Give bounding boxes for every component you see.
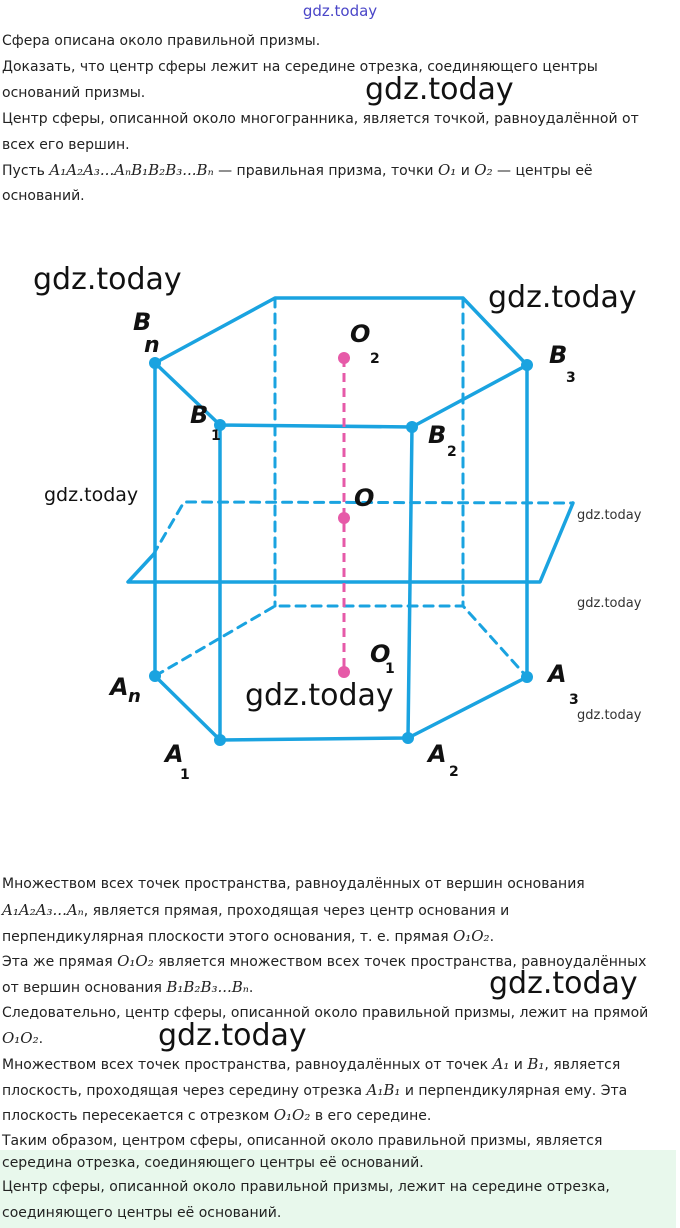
task-question: Доказать, что центр сферы лежит на середине отрезка, соединяющего центры [2,59,598,75]
label-bn-sub: n [144,333,160,358]
proof-line-11: Таким образом, центром сферы, описанной около правильной призмы, является [2,1133,603,1149]
site-watermark-top: gdz.today [302,2,378,20]
vertex-a2 [402,732,414,744]
label-o1-sub: 1 [385,661,395,677]
proof-line-4-text: является множеством всех точек пространства, равноудалённых [153,954,647,970]
point-o-dot [338,512,350,524]
hidden-bottom-base [155,606,527,677]
answer-highlight [0,1176,676,1228]
vertex-a3 [521,671,533,683]
given-and: и [456,163,475,179]
proof-line-1: Множеством всех точек пространства, равноудалённых от вершин основания [2,876,585,892]
proof-line-10-end: в его середине. [310,1108,432,1124]
label-a1-sub: 1 [180,767,190,783]
given-text [2,157,674,184]
label-b1-sub: 1 [211,428,221,444]
task-statement: Сфера описана около правильной призмы. [2,33,321,49]
watermark: gdz.today [577,508,642,523]
line-o1o2: O₁O₂ [117,952,154,970]
answer-line-1: Центр сферы, описанной около правильной призмы, лежит на середине отрезка, [2,1179,610,1195]
proof-line-9 [2,1077,674,1104]
proof-line-9-end: и перпендикулярная ему. Эта [400,1083,628,1099]
base-b-notation: B₁B₂B₃...Bₙ [166,978,249,996]
point-o1: O₁ [437,161,457,179]
label-b2-sub: 2 [447,444,457,460]
proof-line-5-end: . [248,980,254,996]
section-plane-solid [128,503,573,582]
label-b3-sub: 3 [566,370,576,386]
vertex-b2 [406,421,418,433]
watermark: gdz.today [577,596,642,611]
line-o1o2: O₁O₂ [452,927,490,945]
vertex-an [149,670,161,682]
given-prefix: Пусть [2,163,50,179]
point-o2-dot [338,352,350,364]
prism-edges [128,298,573,740]
label-bn: B [133,308,152,336]
watermark: gdz.today [488,280,637,315]
vertex-a1 [214,734,226,746]
definition-text-cont: всех его вершин. [2,137,130,153]
proof-line-3-text: перпендикулярная плоскости этого основания, т. е. прямая [2,929,453,945]
proof-line-8-text: Множеством всех точек пространства, равноудалённых от точек [2,1057,493,1073]
label-b2: B [428,421,447,449]
proof-line-7-end: . [38,1031,44,1047]
watermark: gdz.today [44,484,139,506]
label-a2: A [428,740,447,768]
watermark: gdz.today [33,262,182,297]
label-a3-sub: 3 [569,692,579,708]
label-a3: A [548,660,567,688]
given-suffix: — центры её [492,163,593,179]
label-a2-sub: 2 [449,764,459,780]
definition-text: Центр сферы, описанной около многогранника, является точкой, равноудалённой от [2,111,639,127]
watermark: gdz.today [365,72,514,107]
given-text-cont: оснований. [2,188,85,204]
watermark: gdz.today [577,708,642,723]
point-a1: A₁ [492,1055,510,1073]
proof-line-2-text: , является прямая, проходящая через центр основания и [83,903,510,919]
proof-line-4-prefix: Эта же прямая [2,954,118,970]
proof-line-6: Следовательно, центр сферы, описанной около правильной призмы, лежит на прямой [2,1005,649,1021]
proof-line-3-end: . [489,929,495,945]
base-a-notation: A₁A₂A₃...Aₙ [2,901,84,919]
label-a1: A [165,740,184,768]
vertex-bn [149,357,161,369]
proof-line-8-and: и [509,1057,528,1073]
proof-line-10 [2,1102,674,1129]
proof-line-2 [2,897,674,924]
label-an: A [110,673,129,701]
prism-diagram [0,230,680,830]
segment-o1o2: O₁O₂ [273,1106,311,1124]
proof-line-3 [2,923,674,950]
proof-line-10-text: плоскость пересекается с отрезком [2,1108,274,1124]
label-o2: O [350,320,371,348]
proof-line-9-text: плоскость, проходящая через середину отрезка [2,1083,367,1099]
prism-notation: A₁A₂A₃...AₙB₁B₂B₃...Bₙ [49,161,214,179]
proof-line-7 [2,1025,674,1052]
task-question-cont: оснований призмы. [2,85,146,101]
watermark: gdz.today [158,1018,307,1053]
watermark: gdz.today [245,678,394,713]
label-o2-sub: 2 [370,351,380,367]
line-o1o2: O₁O₂ [2,1029,39,1047]
answer-line-2: соединяющего центры её оснований. [2,1205,282,1221]
proof-line-8 [2,1051,674,1078]
label-an-sub: n [128,686,141,707]
segment-a1b1: A₁B₁ [366,1081,401,1099]
proof-line-12: середина отрезка, соединяющего центры её оснований. [2,1155,424,1171]
given-mid: — правильная призма, точки [213,163,438,179]
point-b1: B₁ [527,1055,545,1073]
watermark: gdz.today [489,966,638,1001]
label-o: O [354,484,375,512]
vertex-b3 [521,359,533,371]
point-o2: O₂ [474,161,493,179]
label-b3: B [549,341,568,369]
label-o1: O [370,640,391,668]
proof-line-8-end: , является [544,1057,621,1073]
point-o1-dot [338,666,350,678]
proof-line-5-text: от вершин основания [2,980,167,996]
label-b1: B [190,401,209,429]
